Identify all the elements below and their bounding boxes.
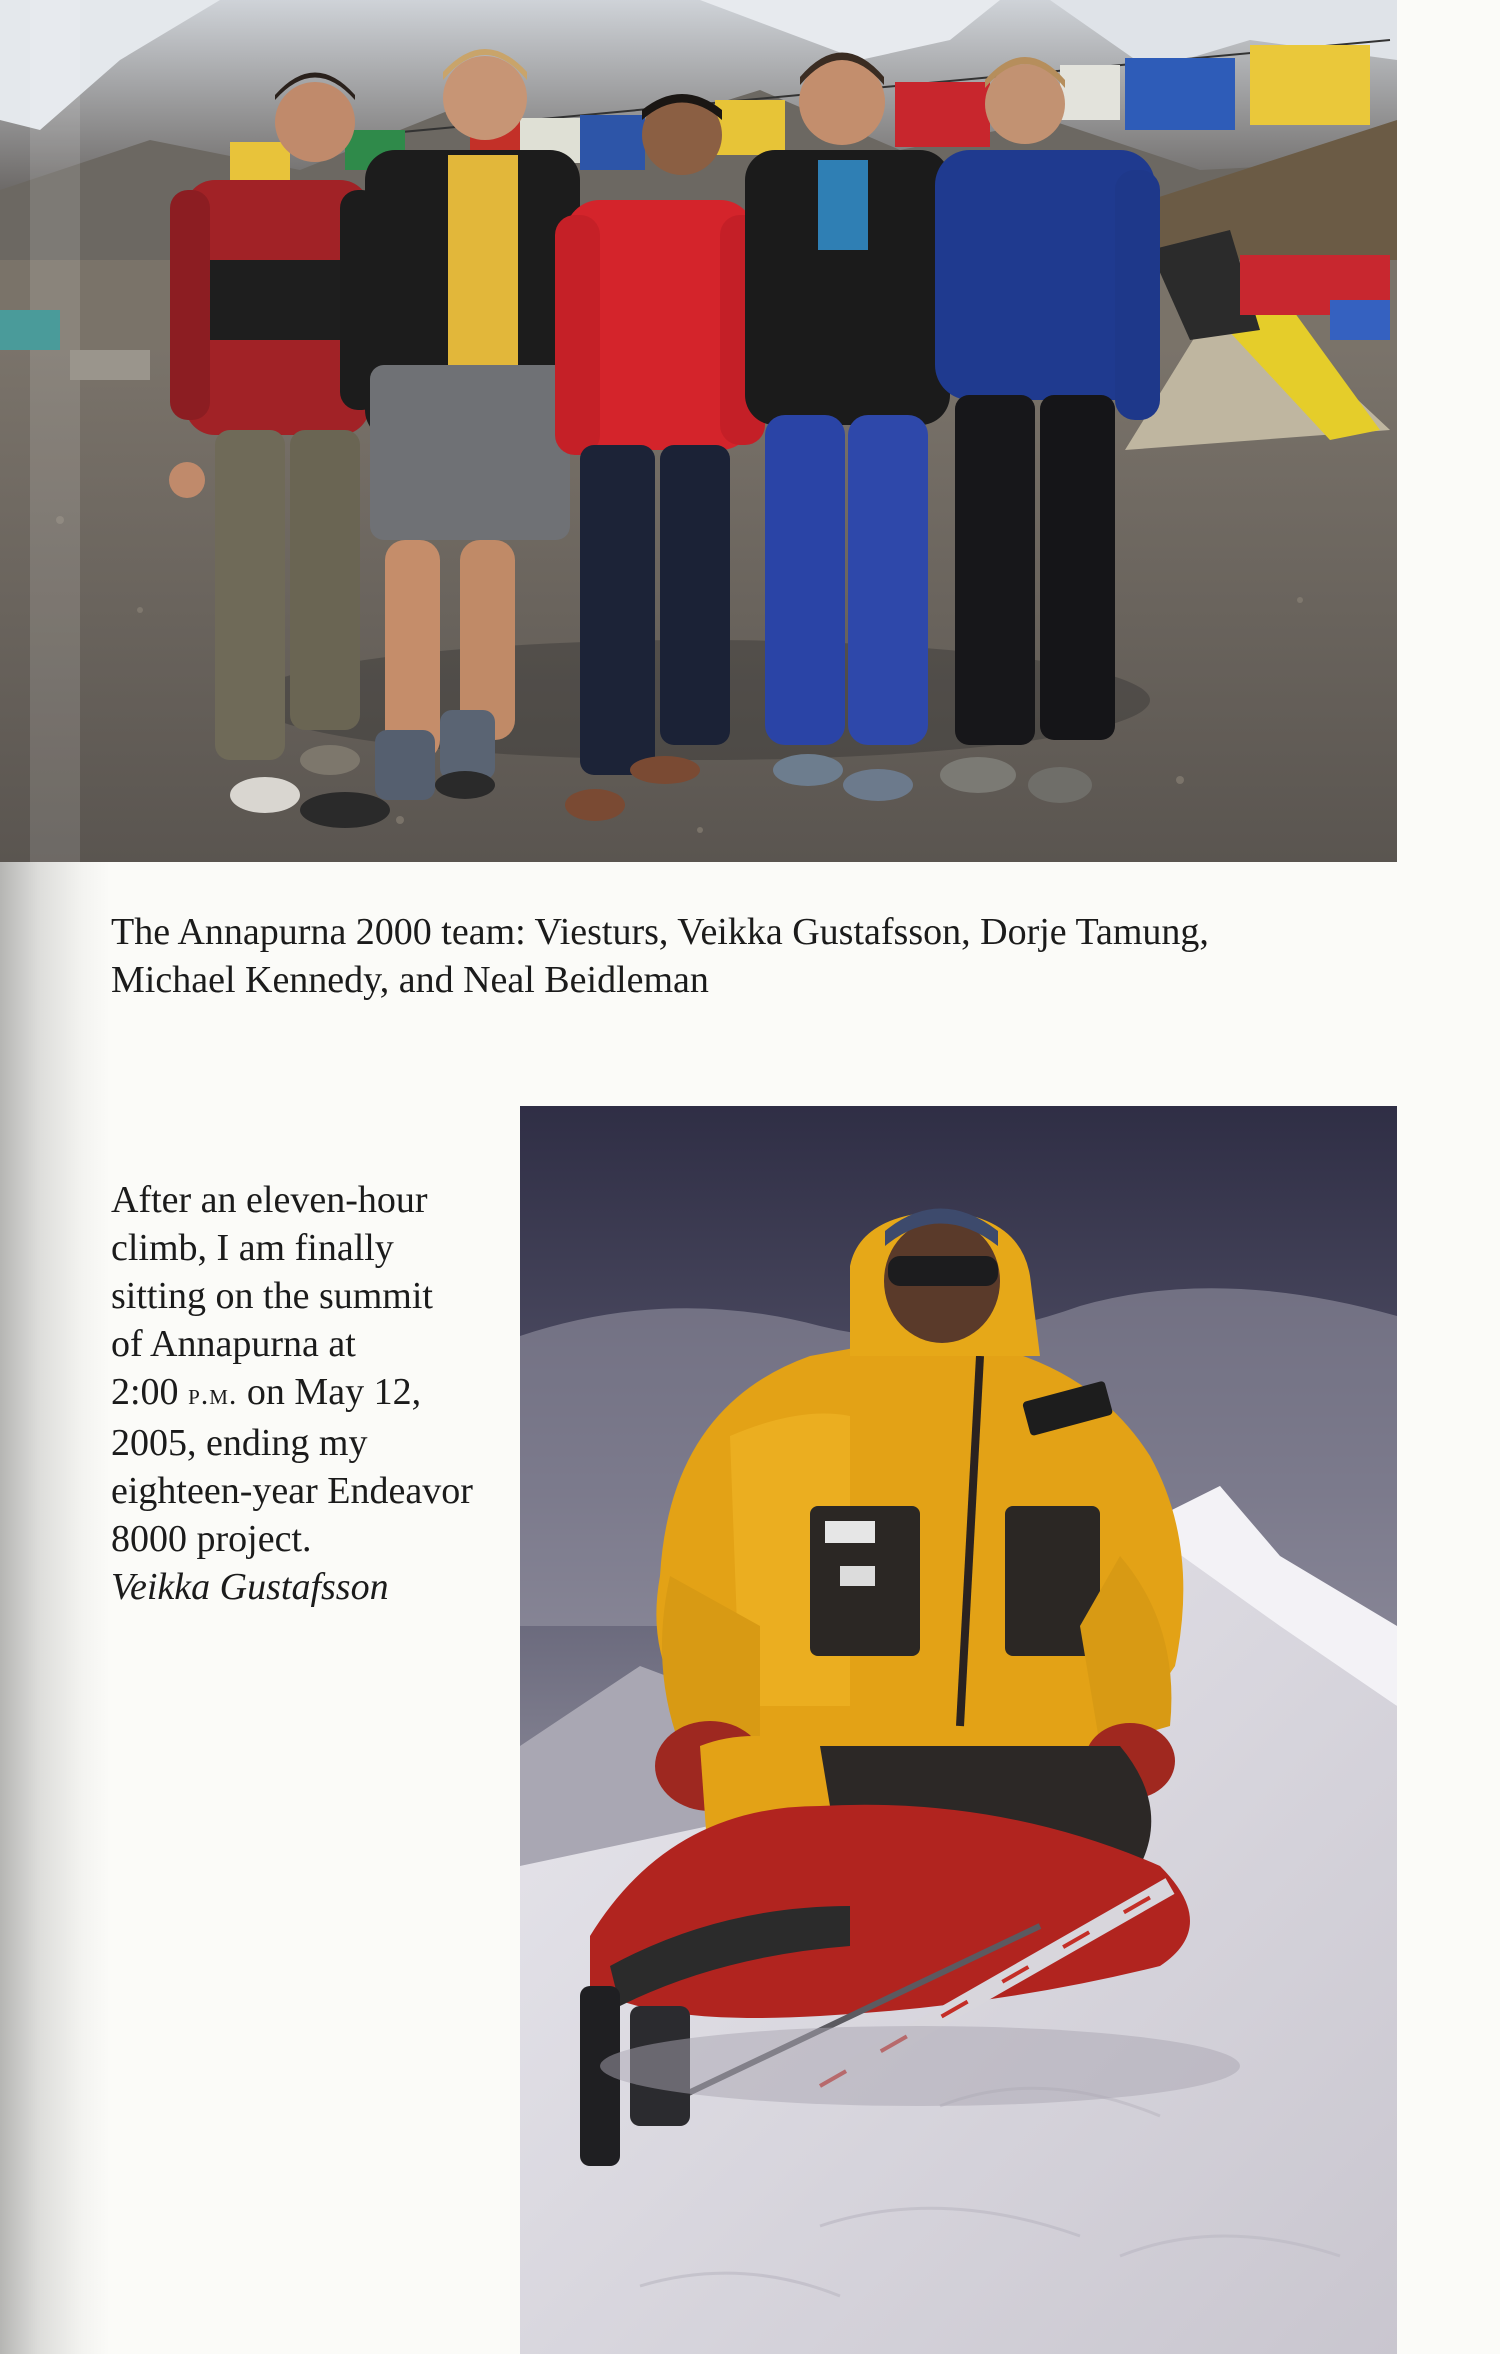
- summit-caption-line-8: 8000 project.: [111, 1518, 312, 1560]
- team-caption-line-2: Michael Kennedy, and Neal Beidleman: [111, 959, 709, 1001]
- team-photo: [0, 0, 1397, 862]
- summit-caption-line-2: climb, I am finally: [111, 1227, 394, 1269]
- team-caption-line-1: The Annapurna 2000 team: Viesturs, Veikka Gustafsson, Dorje Tamung,: [111, 911, 1209, 953]
- summit-photo-illustration: [520, 1106, 1397, 2354]
- summit-caption-date: on May 12,: [237, 1371, 422, 1413]
- summit-caption-pm: p.m.: [188, 1378, 238, 1411]
- summit-caption-line-5: [111, 1368, 511, 1419]
- summit-caption-line-4: of Annapurna at: [111, 1323, 356, 1365]
- summit-caption-line-3: sitting on the summit: [111, 1275, 433, 1317]
- team-photo-illustration: [0, 0, 1397, 862]
- summit-caption-time: 2:00: [111, 1371, 189, 1413]
- summit-caption-line-1: After an eleven-hour: [111, 1179, 428, 1221]
- photo-credit: Veikka Gustafsson: [111, 1566, 389, 1608]
- summit-photo-caption: [111, 1176, 511, 1611]
- team-photo-caption: [111, 908, 1351, 1004]
- summit-caption-line-7: eighteen-year Endeavor: [111, 1470, 473, 1512]
- summit-caption-line-6: 2005, ending my: [111, 1422, 368, 1464]
- summit-photo: [520, 1106, 1397, 2354]
